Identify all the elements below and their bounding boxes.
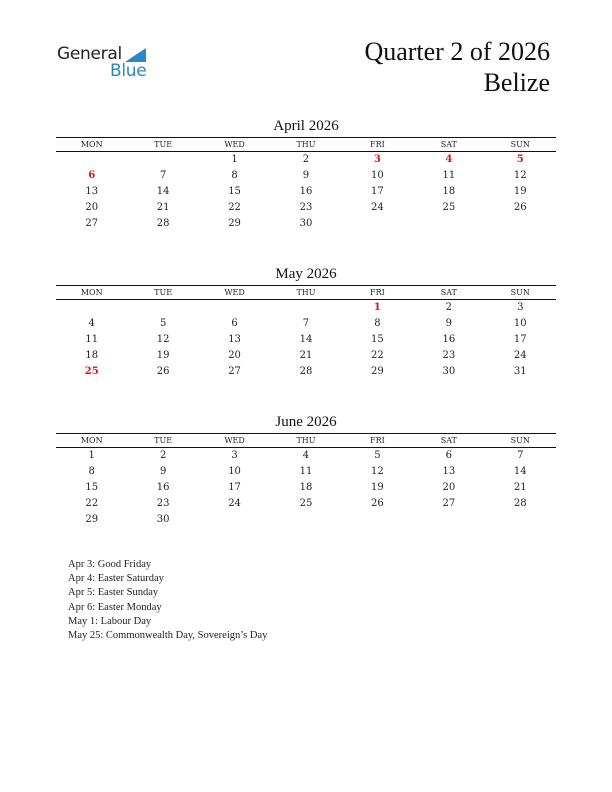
day-cell: 13 (85, 185, 99, 197)
holiday-day-cell: 25 (84, 365, 99, 377)
week-row (56, 464, 556, 480)
month-calendar-april (56, 117, 556, 231)
day-cell: 1 (231, 154, 238, 166)
day-cell: 5 (159, 318, 167, 330)
day-cell: 12 (371, 466, 384, 478)
holiday-day-cell: 4 (445, 154, 453, 166)
day-cell: 25 (299, 497, 313, 509)
holiday-list-item: Apr 3: Good Friday (68, 559, 152, 570)
empty-day-cell (199, 300, 270, 316)
weekday-header: FRI (342, 138, 413, 152)
empty-day-cell (342, 215, 413, 231)
day-cell: 22 (371, 349, 384, 361)
day-cell: 4 (88, 318, 95, 330)
day-cell: 30 (299, 217, 313, 229)
day-cell: 29 (85, 513, 99, 525)
day-cell: 7 (517, 450, 524, 462)
day-cell: 2 (159, 450, 167, 462)
week-row (56, 300, 556, 316)
day-cell: 4 (302, 450, 310, 462)
weekday-header: WED (199, 138, 270, 152)
day-cell: 2 (445, 302, 452, 314)
empty-day-cell (270, 511, 341, 527)
holiday-list-item: Apr 4: Easter Saturday (68, 573, 164, 585)
weekday-header: FRI (342, 286, 413, 300)
month-title: April 2026 (273, 118, 339, 134)
month-grid (56, 433, 556, 527)
week-row (56, 168, 556, 184)
day-cell: 24 (513, 349, 527, 361)
day-cell: 21 (513, 481, 527, 493)
weekday-header: TUE (127, 434, 198, 448)
holiday-list-item: Apr 5: Easter Sunday (68, 587, 159, 599)
month-title: May 2026 (275, 266, 337, 282)
week-row (56, 332, 556, 348)
day-cell: 26 (371, 497, 384, 509)
day-cell: 19 (513, 185, 527, 197)
week-row (56, 152, 556, 168)
day-cell: 3 (517, 302, 524, 314)
month-title: June 2026 (275, 414, 337, 430)
country-name: Belize (483, 68, 550, 97)
month-grid (56, 285, 556, 379)
day-cell: 16 (442, 333, 456, 345)
day-cell: 24 (228, 497, 241, 509)
empty-day-cell (270, 300, 341, 316)
day-cell: 24 (371, 201, 384, 213)
day-cell: 15 (228, 185, 241, 197)
weekday-header: THU (270, 434, 341, 448)
day-cell: 8 (88, 466, 95, 478)
day-cell: 21 (299, 349, 313, 361)
day-cell: 8 (231, 170, 238, 182)
week-row (56, 363, 556, 379)
day-cell: 23 (299, 201, 313, 213)
week-row (56, 199, 556, 215)
week-row (56, 448, 556, 464)
weekday-header: SAT (413, 138, 484, 152)
day-cell: 21 (156, 201, 170, 213)
empty-day-cell (199, 511, 270, 527)
day-cell: 18 (299, 481, 313, 493)
logo-word-general: General (57, 44, 122, 64)
day-cell: 29 (371, 365, 384, 377)
page-title: Quarter 2 of 2026 (364, 37, 550, 66)
empty-day-cell (413, 215, 484, 231)
weekday-header: SAT (413, 434, 484, 448)
day-cell: 14 (299, 333, 313, 345)
empty-day-cell (127, 152, 198, 168)
empty-day-cell (413, 511, 484, 527)
holiday-list-item: May 25: Commonwealth Day, Sovereign’s Day (68, 630, 268, 642)
logo-word-blue: Blue (110, 61, 147, 81)
weekday-header: SUN (485, 434, 556, 448)
day-cell: 20 (85, 201, 99, 213)
empty-day-cell (485, 511, 556, 527)
day-cell: 27 (442, 497, 456, 509)
weekday-header: THU (270, 138, 341, 152)
empty-day-cell (127, 300, 198, 316)
empty-day-cell (342, 511, 413, 527)
day-cell: 11 (299, 466, 313, 478)
weekday-header-row (56, 434, 556, 448)
weekday-header-row (56, 286, 556, 300)
day-cell: 16 (299, 185, 313, 197)
weekday-header: SAT (413, 286, 484, 300)
week-row (56, 495, 556, 511)
day-cell: 30 (156, 513, 170, 525)
page-header (364, 36, 550, 98)
day-cell: 29 (228, 217, 241, 229)
day-cell: 19 (156, 349, 170, 361)
month-calendar-may (56, 265, 556, 379)
day-cell: 11 (442, 170, 456, 182)
week-row (56, 347, 556, 363)
day-cell: 17 (371, 185, 384, 197)
day-cell: 28 (299, 365, 313, 377)
day-cell: 7 (159, 170, 167, 182)
day-cell: 28 (156, 217, 170, 229)
weekday-header: WED (199, 286, 270, 300)
day-cell: 25 (442, 201, 456, 213)
day-cell: 6 (445, 450, 452, 462)
day-cell: 30 (442, 365, 456, 377)
empty-day-cell (56, 300, 127, 316)
week-row (56, 316, 556, 332)
logo-triangle-icon (125, 48, 146, 62)
holiday-list-item: May 1: Labour Day (68, 615, 152, 627)
weekday-header: TUE (127, 138, 198, 152)
day-cell: 17 (228, 481, 241, 493)
day-cell: 13 (442, 466, 456, 478)
weekday-header: SUN (485, 138, 556, 152)
day-cell: 11 (85, 333, 99, 345)
day-cell: 14 (156, 185, 170, 197)
day-cell: 22 (85, 497, 99, 509)
day-cell: 7 (302, 318, 310, 330)
weekday-header: WED (199, 434, 270, 448)
weekday-header: FRI (342, 434, 413, 448)
month-grid (56, 137, 556, 231)
day-cell: 19 (371, 481, 384, 493)
weekday-header: MON (56, 138, 127, 152)
holiday-list-item: Apr 6: Easter Monday (68, 601, 162, 613)
day-cell: 31 (513, 365, 527, 377)
empty-day-cell (485, 215, 556, 231)
holiday-list (68, 558, 267, 643)
day-cell: 27 (85, 217, 99, 229)
day-cell: 12 (156, 333, 170, 345)
holiday-day-cell: 5 (516, 154, 524, 166)
day-cell: 3 (231, 450, 238, 462)
day-cell: 17 (513, 333, 527, 345)
day-cell: 1 (88, 450, 95, 462)
day-cell: 5 (374, 450, 381, 462)
day-cell: 23 (442, 349, 456, 361)
day-cell: 2 (302, 154, 310, 166)
day-cell: 10 (228, 466, 241, 478)
month-calendar-june (56, 413, 556, 527)
empty-day-cell (56, 152, 127, 168)
day-cell: 23 (156, 497, 170, 509)
general-blue-logo (57, 44, 157, 84)
day-cell: 9 (159, 466, 167, 478)
day-cell: 9 (302, 170, 310, 182)
day-cell: 27 (228, 365, 241, 377)
holiday-day-cell: 6 (88, 170, 96, 182)
day-cell: 18 (85, 349, 99, 361)
week-row (56, 480, 556, 496)
day-cell: 13 (228, 333, 241, 345)
day-cell: 16 (156, 481, 170, 493)
day-cell: 14 (513, 466, 527, 478)
weekday-header: MON (56, 434, 127, 448)
day-cell: 8 (374, 318, 381, 330)
day-cell: 26 (156, 365, 170, 377)
weekday-header: MON (56, 286, 127, 300)
day-cell: 22 (228, 201, 241, 213)
week-row (56, 511, 556, 527)
day-cell: 6 (231, 318, 238, 330)
weekday-header-row (56, 138, 556, 152)
holiday-day-cell: 3 (373, 154, 381, 166)
day-cell: 15 (85, 481, 99, 493)
week-row (56, 215, 556, 231)
day-cell: 9 (445, 318, 452, 330)
day-cell: 12 (513, 170, 527, 182)
week-row (56, 184, 556, 200)
weekday-header: THU (270, 286, 341, 300)
weekday-header: TUE (127, 286, 198, 300)
day-cell: 28 (513, 497, 527, 509)
holiday-day-cell: 1 (373, 302, 381, 314)
day-cell: 20 (442, 481, 456, 493)
weekday-header: SUN (485, 286, 556, 300)
day-cell: 26 (513, 201, 527, 213)
day-cell: 18 (442, 185, 456, 197)
day-cell: 10 (513, 318, 527, 330)
day-cell: 10 (371, 170, 384, 182)
day-cell: 20 (228, 349, 241, 361)
day-cell: 15 (371, 333, 384, 345)
